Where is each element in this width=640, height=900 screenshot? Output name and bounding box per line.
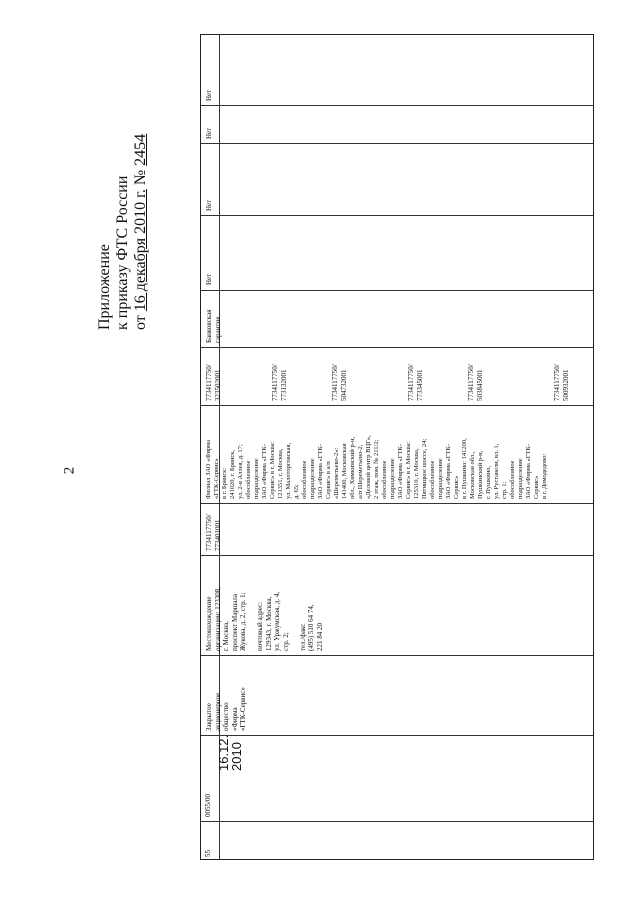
col-no-2: Нет (205, 199, 213, 211)
branch-inn-kpp: 7734117750/ 773345001 (407, 364, 424, 401)
header-date-line (132, 134, 150, 330)
table-divider (201, 735, 593, 736)
col-no-3: Нет (205, 127, 213, 139)
col-no-1: Нет (205, 273, 213, 285)
table-divider (201, 405, 593, 406)
branch-inn-kpp: 7734117750/ 503845001 (467, 364, 484, 401)
table-divider (201, 105, 593, 106)
organization-name: Закрытое акционерное общество «Фирма «ГТК-Сервис» (205, 687, 247, 731)
branch-inn-kpp: 7734117750/ 500932001 (553, 364, 570, 401)
registration-number: 0055/00 (204, 794, 212, 817)
branch-inn-kpp: 7734117750/ 773132001 (271, 364, 288, 401)
branch-inn-kpp: 7734117750/ 504732001 (331, 364, 348, 401)
table-divider (201, 821, 593, 822)
page-number: 2 (61, 466, 78, 475)
table-divider (201, 215, 593, 216)
organization-location: Местонахождение организации: 123308, г. Москва, проспект Маршала Жукова, д. 2, стр. 1; почтовый адрес: 129343, г. Москва, ул. Уржумская, д. 4, стр. 2; тел./факс (495) 510 64 74, 221 84 20 (205, 586, 324, 651)
header-date: 16 декабря 2010 г. (132, 189, 149, 312)
organization-inn-kpp: 7734117750/ 773401001 (205, 514, 222, 551)
order-header (96, 40, 186, 330)
table-divider (201, 555, 593, 556)
table-divider (201, 290, 593, 291)
col-no-4: Нет (205, 89, 213, 101)
guarantee-type: Банковская гарантия (205, 309, 222, 343)
header-order-ref: к приказу ФТС России (114, 175, 131, 330)
header-from: от (132, 315, 149, 330)
table-divider (201, 347, 593, 348)
registry-table (200, 34, 594, 860)
inclusion-date: 16.12. 2010 (216, 734, 244, 771)
table-divider (201, 655, 593, 656)
branch-inn-kpp: 7734117750/ 323502001 (205, 364, 222, 401)
header-order-number: 2454 (132, 133, 149, 166)
table-divider (201, 143, 593, 144)
branches-list: Филиал ЗАО «Фирма «ГТК-Сервис» в г. Брянск: 241020, г. Брянск, ул. 2-я Аллея, д. 17; обособленное подразделение ЗАО «Фирма «ГТК- Сервис» в г. Москва: 121351, г. Москва, ул. Малоторговская, д. 65; обособленное подразделение ЗАО «Фирма «ГТК- Сервис» в а/п «Шереметьево-2»: 141400, Московская обл., Химкинский р-н, а/п Шереметьево-2, «Деловой центр ВЦГ», 2 этаж, пом. № 211/2; обособленное подразделение ЗАО «Фирма «ГТК- Сервис» в г. Москва: 125310, г. Москва, Пятницкое шоссе, 24; обособленное подразделение ЗАО «Фирма «ГТК- Сервис» в г. Пушкино: 141200, Московская обл., Пушкинский р-н, г. Пушкино, ул. Руставели, вл. 1, стр. 1; обособленное подразделение ЗАО «Фирма «ГТК- Сервис» в г. Домодедово: (205, 435, 548, 499)
header-appendix: Приложение (96, 244, 113, 330)
header-no-label: № (132, 169, 149, 186)
row-number: 55 (204, 850, 212, 857)
table-divider (201, 503, 593, 504)
